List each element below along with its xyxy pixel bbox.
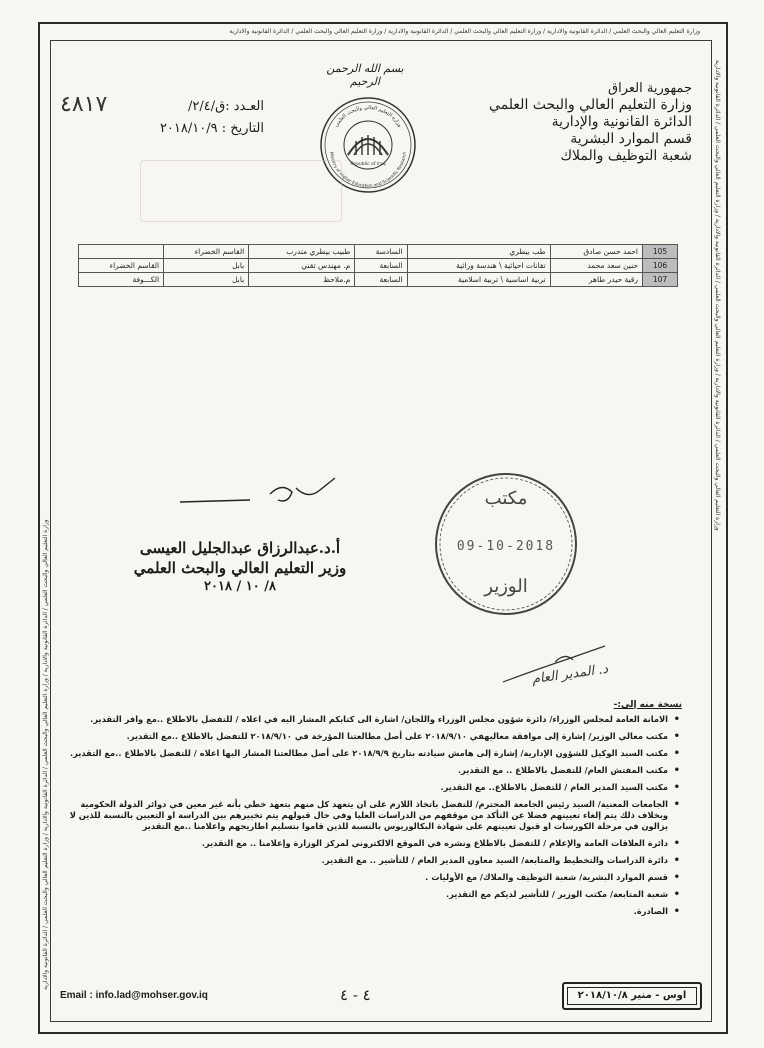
table-row [79, 259, 678, 273]
border-text-left: وزارة التعليم العالي والبحث العلمي / الدائرة القانونية والادارية / وزارة التعليم العالي والبحث العلمي / الدائرة القانونية والادارية / وزارة التعليم العالي والبحث العلمي / الدائرة القانونية والادارية [42, 519, 49, 990]
table-cell: م. مهندس تقني [249, 259, 355, 273]
list-item: • مكتب السيد الوكيل للشؤون الإدارية/ إشارة إلى هامش سيادته بتاريخ ٢٠١٨/٩/٩ على أصل مطالعتنا المشار اليها اعلاه / للتفضل بالاطلاع ..مع التقدير. [66, 748, 668, 759]
basmala: بسم الله الرحمن الرحيم [326, 62, 404, 88]
svg-text:وزارة التعليم العالي والبحث ال [333, 105, 403, 129]
header-directorate: الدائرة القانونية والإدارية [551, 114, 692, 130]
table-cell: طب بيطري [407, 245, 550, 259]
table-cell: بابل [164, 259, 249, 273]
footer-email: Email : info.lad@mohser.gov.iq [60, 990, 208, 1001]
table-cell: تقانات احيائية \ هندسة وراثية [407, 259, 550, 273]
list-item: • مكتب معالي الوزير/ إشارة إلى موافقة معاليهفي ٢٠١٨/٩/١٠ على أصل مطالعتنا المؤرخة في ٢٠١٨/٩/١٠ للتفضل بالاطلاع ..مع التقدير. [66, 731, 668, 742]
seal-english-bottom: Ministry of Higher Education and Scientific Research [328, 151, 408, 190]
reference-date-handwritten: ٢٠١٨/١٠/٩ [159, 121, 218, 136]
appointees-table [78, 244, 678, 287]
table-cell: القاسم الخضراء [164, 245, 249, 259]
seal-english-top: Republic of Iraq [350, 162, 386, 167]
list-item: • دائرة العلاقات العامة والإعلام / للتفضل بالاطلاع ونشره في الموقع الالكتروني لمركز الوزارة وإعلامنا .. مع التقدير. [66, 838, 668, 849]
stamp-bottom-text: الوزير [484, 576, 528, 597]
footer-typist-text: اوس - منير ٢٠١٨/١٠/٨ [577, 990, 687, 1001]
table-cell: احمد حسن صادق [550, 245, 642, 259]
seal-arabic-text: وزارة التعليم العالي والبحث العلمي [333, 104, 403, 129]
minister-office-date-stamp [432, 470, 580, 618]
table-cell: القاسم الخضراء [79, 259, 164, 273]
letterhead [462, 80, 692, 165]
header-department: قسم الموارد البشرية [570, 131, 692, 147]
table-cell: بابل [164, 273, 249, 287]
table-row [79, 273, 678, 287]
table-cell: رقية حيدر طاهر [550, 273, 642, 287]
table-cell: الكـــوفة [79, 273, 164, 287]
stamp-date: 09-10-2018 [456, 539, 556, 554]
table-cell: م.ملاحظ [249, 273, 355, 287]
border-text-top: وزارة التعليم العالي والبحث العلمي / الدائرة القانونية والادارية / وزارة التعليم العالي والبحث العلمي / الدائرة القانونية والادارية / وزارة التعليم العالي والبحث العلمي / الدائرة القانونية والادارية [229, 28, 700, 35]
table-cell: السادسة [355, 245, 407, 259]
list-item: • الامانة العامة لمجلس الوزراء/ دائرة شؤون مجلس الوزراء واللجان/ اشارة الى كتابكم المشار اليه في اعلاه / للتفضل بالاطلاع ..مع وافر التقدير. [66, 714, 668, 725]
stamp-top-text: مكتب [484, 488, 528, 509]
list-item: • دائرة الدراسات والتخطيط والمتابعة/ السيد معاون المدير العام / للتأشير .. مع التقدير. [66, 855, 668, 866]
reference-number-label: العـدد :ق/٢/٤/ [188, 99, 264, 114]
list-item: • مكتب السيد المدير العام / للتفضل بالاطلاع.. مع التقدير. [66, 782, 668, 793]
table-cell: السابعة [355, 273, 407, 287]
list-item: • قسم الموارد البشرية/ شعبة التوظيف والملاك/ مع الأوليات . [66, 872, 668, 883]
table-cell: 105 [643, 245, 678, 259]
table-row [79, 245, 678, 259]
minister-signature-icon [170, 470, 350, 520]
director-general-annotation: د. المدير العام [530, 661, 610, 688]
minister-signature-block [120, 538, 360, 596]
reference-date-label: التاريخ : [221, 121, 264, 136]
list-item: • الجامعات المعنية/ السيد رئيس الجامعة المحترم/ للتفضل باتخاذ اللازم على ان يتعهد كل منهم بتعهد خطي بأنه غير معين في دوائر الدولة الحكومية وبخلاف ذلك يتم إلغاء تعيينهم فضلا عن التأكد من موقفهم من الدراسات العليا وفي حال قبولهم يتم تخييرهم بين الدراسة او التعيين بالنسبة للذين لا يزالون في مرحلة الكورسات او قبول تعيينهم على شهادة البكالوريوس بالنسبة للذين قاموا بتسليم اطاريحهم واعلامنا ..مع التقدير [66, 799, 668, 832]
reference-number-handwritten: ٤٨١٧ [60, 92, 108, 117]
header-ministry: وزارة التعليم العالي والبحث العلمي [489, 97, 692, 113]
header-section: شعبة التوظيف والملاك [560, 148, 692, 164]
table-cell: 106 [643, 259, 678, 273]
copies-heading: نسخة منه إلى:- [613, 700, 682, 710]
minister-title: وزير التعليم العالي والبحث العلمي [133, 559, 347, 577]
footer-page-number: ٤ - ٤ [340, 986, 371, 1004]
table-cell: طبيب بيطري متدرب [249, 245, 355, 259]
copies-list [66, 700, 682, 923]
reference-date-row [84, 118, 264, 140]
minister-date: ٨/ ١٠ / ٢٠١٨ [204, 579, 276, 594]
table-cell: حنين سعد محمد [550, 259, 642, 273]
reference-block [84, 96, 264, 140]
header-country: جمهورية العراق [608, 81, 692, 96]
footer-typist-box [562, 982, 702, 1010]
table-cell [79, 245, 164, 259]
list-item: • الصادرة. [66, 906, 668, 917]
table-cell: 107 [643, 273, 678, 287]
minister-name: أ.د.عبدالرزاق عبدالجليل العيسى [139, 539, 341, 557]
list-item: • شعبة المتابعة/ مكتب الوزير / للتأشير لديكم مع التقدير. [66, 889, 668, 900]
border-text-right: وزارة التعليم العالي والبحث العلمي / الدائرة القانونية والادارية / وزارة التعليم العالي والبحث العلمي / الدائرة القانونية والادارية / وزارة التعليم العالي والبحث العلمي / الدائرة القانونية والادارية [714, 60, 721, 531]
table-cell: السابعة [355, 259, 407, 273]
faint-received-stamp [140, 160, 342, 222]
list-item: • مكتب المفتش العام/ للتفضل بالاطلاع .. مع التقدير. [66, 765, 668, 776]
table-cell: تربية اساسية \ تربية اسلامية [407, 273, 550, 287]
